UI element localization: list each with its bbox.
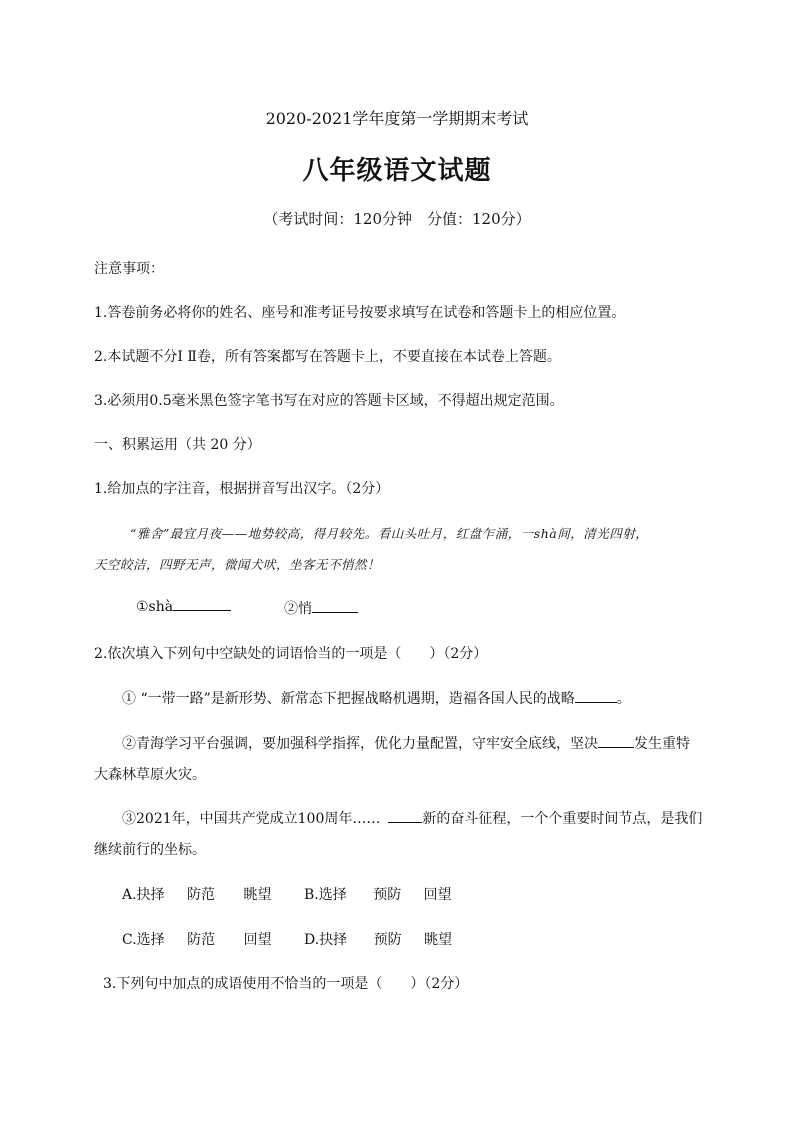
question-1-blank-1: [136, 598, 231, 615]
option-a-2: 防范: [187, 887, 216, 903]
question-1-passage-line-1: “雅舍”最宜月夜——地势较高，得月较先。看山头吐月，红盘乍涌，一shà间，清光四射，: [130, 526, 649, 541]
question-1-passage-line-2: 天空皎洁，四野无声，微闻犬吠，坐客无不悄然！: [94, 557, 381, 572]
option-c-1: C.选择: [122, 932, 165, 948]
option-b: [304, 884, 452, 904]
question-2-sentence-3: [122, 808, 702, 828]
option-c-3: 回望: [243, 932, 272, 948]
section-heading: 一、积累运用（共 20 分）: [94, 437, 261, 453]
note-item-3: 3.必须用0.5毫米黑色签字笔书写在对应的答题卡区域，不得超出规定范围。: [94, 393, 564, 409]
sentence-1-end: 。: [616, 691, 631, 707]
blank-2-label: ②悄: [284, 601, 312, 617]
exam-term-line: 2020-2021学年度第一学期期末考试: [265, 109, 529, 128]
blank-1-label: ①shà: [136, 599, 174, 615]
note-item-2: 2.本试题不分Ⅰ Ⅱ卷，所有答案都写在答题卡上，不要直接在本试卷上答题。: [94, 349, 561, 365]
answer-blank: [575, 690, 617, 703]
exam-info: （考试时间：120分钟 分值：120分）: [263, 210, 531, 228]
question-2-sentence-3-line-2: 继续前行的坐标。: [94, 842, 206, 858]
option-d-3: 眺望: [424, 932, 453, 948]
question-1-blank-2: [284, 598, 358, 618]
page-title: 八年级语文试题: [302, 156, 492, 186]
option-d-2: 预防: [373, 932, 402, 948]
question-2-sentence-2-line-2: 大森林草原火灾。: [94, 767, 206, 783]
option-c-2: 防范: [187, 932, 216, 948]
sentence-3-text: ③2021年，中国共产党成立100周年……: [122, 811, 381, 827]
answer-blank: [388, 810, 422, 823]
sentence-2-tail: 发生重特: [634, 736, 690, 752]
question-3-stem: 3.下列句中加点的成语使用不恰当的一项是（ ）（2分）: [103, 976, 469, 992]
notes-heading: 注意事项：: [94, 261, 164, 277]
answer-blank: [173, 598, 231, 611]
answer-blank: [312, 600, 358, 613]
option-a-1: A.抉择: [122, 887, 165, 903]
answer-blank: [598, 735, 634, 748]
option-a-3: 眺望: [243, 887, 272, 903]
question-2-sentence-2: [122, 733, 690, 753]
note-item-1: 1.答卷前务必将你的姓名、座号和准考证号按要求填写在试卷和答题卡上的相应位置。: [94, 305, 626, 321]
sentence-2-text: ②青海学习平台强调，要加强科学指挥，优化力量配置，守牢安全底线，坚决: [122, 736, 598, 752]
question-1-stem: 1.给加点的字注音，根据拼音写出汉字。（2分）: [94, 481, 390, 497]
option-a: [122, 884, 271, 904]
sentence-1-text: ① “一带一路”是新形势、新常态下把握战略机遇期，造福各国人民的战略: [122, 691, 575, 707]
option-d-1: D.抉择: [304, 932, 348, 948]
option-d: [304, 929, 452, 949]
question-2-sentence-1: [122, 688, 631, 708]
option-b-3: 回望: [423, 887, 452, 903]
sentence-3-tail: 新的奋斗征程，一个个重要时间节点，是我们: [422, 811, 703, 827]
option-c: [122, 929, 272, 949]
question-2-stem: 2.依次填入下列句中空缺处的词语恰当的一项是（ ）（2分）: [94, 646, 488, 662]
option-b-1: B.选择: [304, 887, 347, 903]
option-b-2: 预防: [373, 887, 402, 903]
